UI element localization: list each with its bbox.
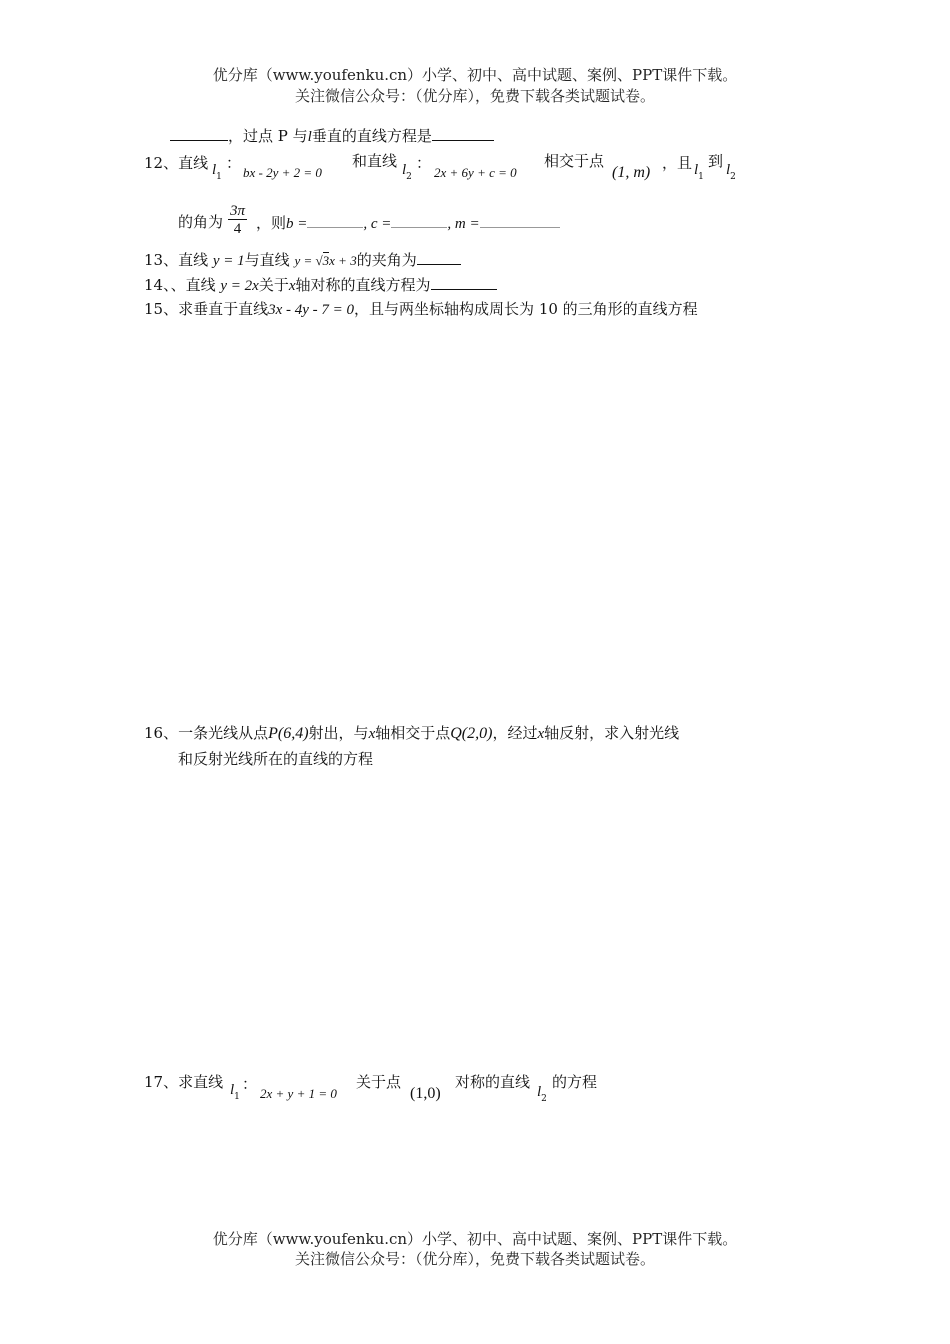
line-l-symbol: l bbox=[307, 129, 312, 145]
q13-text-2: 与直线 bbox=[244, 251, 290, 269]
answer-blank bbox=[431, 277, 497, 290]
question-number: 14、 bbox=[144, 276, 171, 294]
x-axis-symbol: x bbox=[537, 726, 545, 742]
equation-l2: 2x + 6y + c = 0 bbox=[434, 165, 517, 180]
q12-then-text: ，则 bbox=[256, 214, 287, 232]
q12-answer-line bbox=[256, 215, 560, 232]
c-label: , c = bbox=[363, 216, 392, 232]
question-16 bbox=[144, 726, 679, 742]
l2-symbol-q17 bbox=[537, 1084, 547, 1104]
question-number: 12、 bbox=[144, 154, 179, 172]
question-13 bbox=[144, 252, 461, 269]
q15-text-2: ，且与两坐标轴构成周长为 10 的三角形的直线方程 bbox=[354, 300, 698, 318]
equation-l1: bx - 2y + 2 = 0 bbox=[243, 165, 322, 180]
q11-text-2: 垂直的直线方程是 bbox=[311, 127, 432, 145]
question-15 bbox=[144, 302, 698, 318]
q14-text-2: 关于 bbox=[258, 276, 289, 294]
question-17 bbox=[144, 1075, 223, 1090]
b-label: b = bbox=[286, 216, 308, 232]
q17-equation-text: 的方程 bbox=[552, 1073, 598, 1091]
q16-text-5: 轴反射，求入射光线 bbox=[544, 724, 680, 742]
answer-blank bbox=[417, 252, 461, 265]
colon: ： bbox=[416, 154, 432, 172]
point-p: P(6,4) bbox=[268, 725, 309, 742]
question-11-continuation bbox=[170, 128, 494, 145]
subscript: 2 bbox=[406, 172, 412, 182]
subscript: 2 bbox=[541, 1094, 547, 1104]
question-number: 15、 bbox=[144, 300, 179, 318]
footer-line-2: 关注微信公众号：（优分库），免费下载各类试题试卷。 bbox=[294, 1250, 655, 1268]
subscript: 1 bbox=[698, 172, 704, 182]
header-line-2: 关注微信公众号：（优分库），免费下载各类试题试卷。 bbox=[294, 87, 655, 105]
equation-3x-4y-7: 3x - 4y - 7 = 0 bbox=[268, 302, 355, 318]
fraction-3pi-4 bbox=[228, 204, 247, 237]
l-letter: l bbox=[726, 162, 731, 178]
l1-symbol bbox=[212, 162, 222, 182]
point-q: Q(2,0) bbox=[450, 725, 493, 742]
subscript: 2 bbox=[730, 172, 736, 182]
header-line-1: 优分库（www.youfenku.cn）小学、初中、高中试题、案例、PPT课件下载。 bbox=[212, 66, 738, 84]
question-14 bbox=[144, 277, 497, 294]
q16-text-3: 轴相交于点 bbox=[375, 724, 451, 742]
sqrt-icon: √ bbox=[315, 253, 323, 268]
answer-blank bbox=[170, 128, 228, 141]
m-label: , m = bbox=[447, 216, 480, 232]
l1-symbol-q17 bbox=[230, 1082, 240, 1102]
eq-part: x + 3 bbox=[329, 253, 357, 268]
l2-symbol bbox=[402, 162, 412, 182]
q15-text: 求垂直于直线 bbox=[178, 300, 269, 318]
q16-text: 一条光线从点 bbox=[178, 724, 269, 742]
l-letter: l bbox=[694, 162, 699, 178]
colon: ： bbox=[226, 154, 242, 172]
point-1-0: (1,0) bbox=[410, 1085, 441, 1102]
q13-text: 直线 bbox=[178, 251, 209, 269]
answer-blank-b bbox=[307, 215, 363, 228]
answer-blank bbox=[432, 128, 494, 141]
l-letter: l bbox=[537, 1084, 542, 1100]
point-1-m: (1, m) bbox=[612, 164, 651, 181]
x-axis-symbol: x bbox=[368, 726, 376, 742]
equation-2x-y-1: 2x + y + 1 = 0 bbox=[260, 1086, 337, 1101]
l-letter: l bbox=[230, 1082, 235, 1098]
answer-blank-c bbox=[391, 215, 447, 228]
subscript: 1 bbox=[234, 1092, 240, 1102]
l1-symbol-2 bbox=[694, 162, 704, 182]
x-axis-symbol: x bbox=[288, 278, 296, 294]
eq-part: y = bbox=[294, 253, 316, 268]
fraction-denominator: 4 bbox=[233, 221, 242, 237]
q14-text: 、直线 bbox=[170, 276, 216, 294]
equation-y-2x: y = 2x bbox=[220, 278, 259, 294]
equation-y-1: y = 1 bbox=[212, 253, 245, 269]
equation-sqrt3 bbox=[294, 252, 356, 268]
q17-text: 求直线 bbox=[178, 1073, 224, 1091]
q12-and-text: ，且 bbox=[662, 154, 693, 172]
q14-text-3: 轴对称的直线方程为 bbox=[295, 276, 431, 294]
l-letter: l bbox=[402, 162, 407, 178]
question-number: 17、 bbox=[144, 1073, 179, 1091]
question-16-line-2: 和反射光线所在的直线的方程 bbox=[178, 750, 374, 768]
footer-line-1: 优分库（www.youfenku.cn）小学、初中、高中试题、案例、PPT课件下载。 bbox=[212, 1230, 738, 1248]
q16-text-2: 射出，与 bbox=[308, 724, 369, 742]
l-letter: l bbox=[212, 162, 217, 178]
sqrt-arg: 3 bbox=[322, 253, 330, 268]
subscript: 1 bbox=[216, 172, 222, 182]
answer-blank-m bbox=[480, 215, 560, 228]
q16-text-4: ，经过 bbox=[492, 724, 538, 742]
q17-symmetric-text: 对称的直线 bbox=[455, 1073, 531, 1091]
question-number: 16、 bbox=[144, 724, 179, 742]
question-number: 13、 bbox=[144, 251, 179, 269]
q12-text: 直线 bbox=[178, 154, 209, 172]
colon: ： bbox=[242, 1075, 258, 1093]
q12-and-line: 和直线 bbox=[352, 152, 398, 170]
q12-to-text: 到 bbox=[708, 152, 724, 170]
q11-text: ，过点 P 与 bbox=[228, 127, 308, 145]
fraction-numerator: 3π bbox=[230, 203, 246, 219]
question-12 bbox=[144, 156, 208, 171]
l2-symbol-2 bbox=[726, 162, 736, 182]
q13-text-3: 的夹角为 bbox=[356, 251, 417, 269]
q12-intersect-text: 相交于点 bbox=[544, 152, 605, 170]
q12-angle-text: 的角为 bbox=[178, 213, 224, 231]
q17-about-point: 关于点 bbox=[356, 1073, 402, 1091]
